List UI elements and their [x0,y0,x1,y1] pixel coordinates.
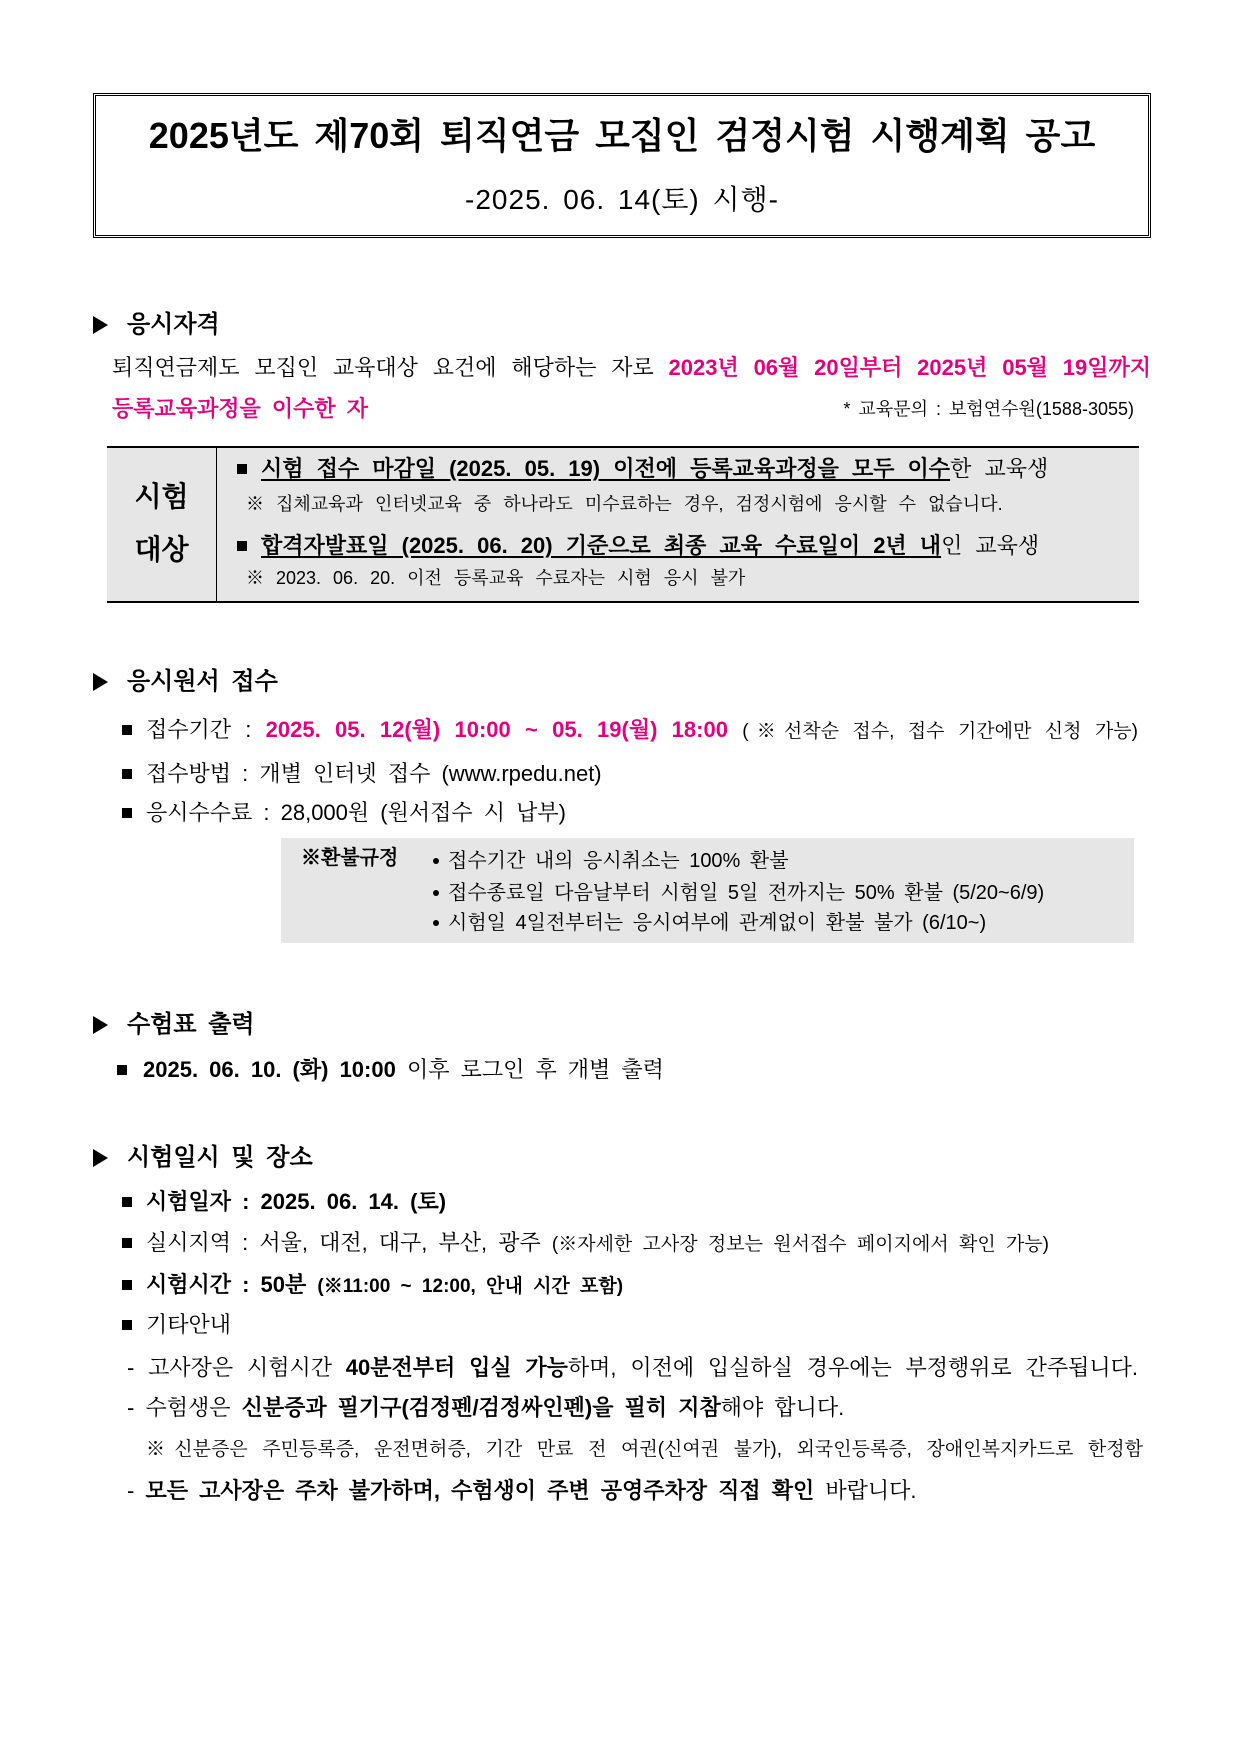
admission-ticket-date: 2025. 06. 10. (화) 10:00 [143,1057,396,1082]
square-bullet-icon [122,1238,132,1248]
section-heading-eligibility: 응시자격 [127,311,220,338]
exam-entry-rule-emphasis: 40분전부터 입실 가능 [345,1355,568,1380]
target-note: ※ 집체교육과 인터넷교육 중 하나라도 미수료하는 경우, 검정시험에 응시할 수 없습니다. [246,494,1003,514]
target-table [107,446,1139,603]
page-title: 2025년도 제70회 퇴직연금 모집인 검정시험 시행계획 공고 [148,115,1096,156]
exam-region-label: 실시지역 : 서울, 대전, 대구, 부산, 광주 [146,1230,552,1255]
exam-parking-rule [127,1476,917,1506]
application-period [146,715,1138,745]
eligibility-text-line [112,353,1151,383]
target-item-rest: 인 교육생 [941,533,1040,558]
target-item-emphasis: 시험 접수 마감일 (2025. 05. 19) 이전에 등록교육과정을 모두 이수 [261,456,951,481]
exam-id-rule-pre: - 수험생은 [127,1395,242,1420]
application-fee-value: 28,000원 (원서접수 시 납부) [280,800,566,825]
section-heading-exam: 시험일시 및 장소 [127,1144,313,1171]
exam-entry-rule [127,1353,1138,1383]
refund-policy-box [281,838,1134,943]
exam-time [146,1270,623,1300]
square-bullet-icon [122,1197,132,1207]
target-label-cell [107,448,217,601]
target-item [261,454,1048,484]
exam-region-note: (※자세한 고사장 정보는 원서접수 페이지에서 확인 가능) [551,1234,1050,1255]
application-method-value: 개별 인터넷 접수 (www.rpedu.net) [259,761,602,786]
section-heading-admission-ticket: 수험표 출력 [127,1011,255,1038]
arrow-right-icon [93,1149,108,1167]
square-bullet-icon [117,1065,127,1075]
page-subtitle: -2025. 06. 14(토) 시행- [465,184,779,215]
arrow-right-icon [93,1016,108,1034]
exam-time-label: 시험시간 : 50분 [146,1272,318,1297]
exam-entry-rule-pre: - 고사장은 시험시간 [127,1355,346,1380]
refund-item: 접수종료일 다음날부터 시험일 5일 전까지는 50% 환불 (5/20~6/9) [448,882,1045,904]
exam-parking-rule-pre: - [127,1478,146,1503]
target-item-rest: 한 교육생 [950,456,1049,481]
refund-policy-title: ※환불규정 [301,847,399,869]
square-bullet-icon [237,541,247,551]
refund-item: 시험일 4일전부터는 응시여부에 관계없이 환불 불가 (6/10~) [448,912,987,934]
eligibility-text: 퇴직연금제도 모집인 교육대상 요건에 해당하는 자로 [112,355,669,380]
exam-id-rule-emphasis: 신분증과 필기구(검정펜/검정싸인펜)을 필히 지참 [241,1395,721,1420]
square-bullet-icon [122,1280,132,1290]
bullet-dot-icon [433,890,439,896]
exam-region [146,1228,1049,1258]
application-method [146,759,602,789]
contact-info: * 교육문의 : 보험연수원(1588-3055) [843,399,1134,419]
application-period-note: (※선착순 접수, 접수 기간에만 신청 가능) [742,721,1138,742]
exam-id-rule-post: 해야 합니다. [720,1395,845,1420]
exam-id-rule [127,1393,844,1423]
eligibility-period: 2023년 06월 20일부터 2025년 05월 19일까지 [668,355,1151,380]
target-item [261,531,1039,561]
arrow-right-icon [93,673,108,691]
exam-id-note: ※신분증은 주민등록증, 운전면허증, 기간 만료 전 여권(신여권 불가), 외국인등록증, 장애인복지카드로 한정함 [146,1439,1143,1460]
bullet-dot-icon [433,858,439,864]
application-method-label: 접수방법 : [146,761,260,786]
arrow-right-icon [93,316,108,334]
exam-other-label: 기타안내 [146,1312,232,1337]
refund-item: 접수기간 내의 응시취소는 100% 환불 [448,850,789,872]
square-bullet-icon [122,725,132,735]
admission-ticket-info [143,1055,664,1085]
target-item-emphasis: 합격자발표일 (2025. 06. 20) 기준으로 최종 교육 수료일이 2년 내 [261,533,942,558]
bullet-dot-icon [433,920,439,926]
application-fee [146,798,566,828]
exam-time-note: (※11:00 ~ 12:00, 안내 시간 포함) [317,1276,624,1297]
exam-date: 시험일자 : 2025. 06. 14. (토) [146,1189,447,1214]
target-label-line-1: 시험 [134,481,189,512]
section-heading-application: 응시원서 접수 [127,668,278,695]
target-label-line-2: 대상 [134,534,189,565]
exam-parking-rule-post: 바랍니다. [814,1478,917,1503]
eligibility-requirement: 등록교육과정을 이수한 자 [112,396,368,421]
application-fee-label: 응시수수료 : [146,800,281,825]
target-note: ※ 2023. 06. 20. 이전 등록교육 수료자는 시험 응시 불가 [246,568,746,588]
square-bullet-icon [122,769,132,779]
admission-ticket-text: 이후 로그인 후 개별 출력 [395,1057,664,1082]
exam-parking-rule-emphasis: 모든 고사장은 주차 불가하며, 수험생이 주변 공영주차장 직접 확인 [145,1478,815,1503]
exam-entry-rule-post: 하며, 이전에 입실하실 경우에는 부정행위로 간주됩니다. [567,1355,1138,1380]
square-bullet-icon [122,1320,132,1330]
square-bullet-icon [122,808,132,818]
application-period-label: 접수기간 : [146,717,266,742]
title-box [93,93,1151,238]
application-period-value: 2025. 05. 12(월) 10:00 ~ 05. 19(월) 18:00 [265,717,728,742]
square-bullet-icon [237,464,247,474]
